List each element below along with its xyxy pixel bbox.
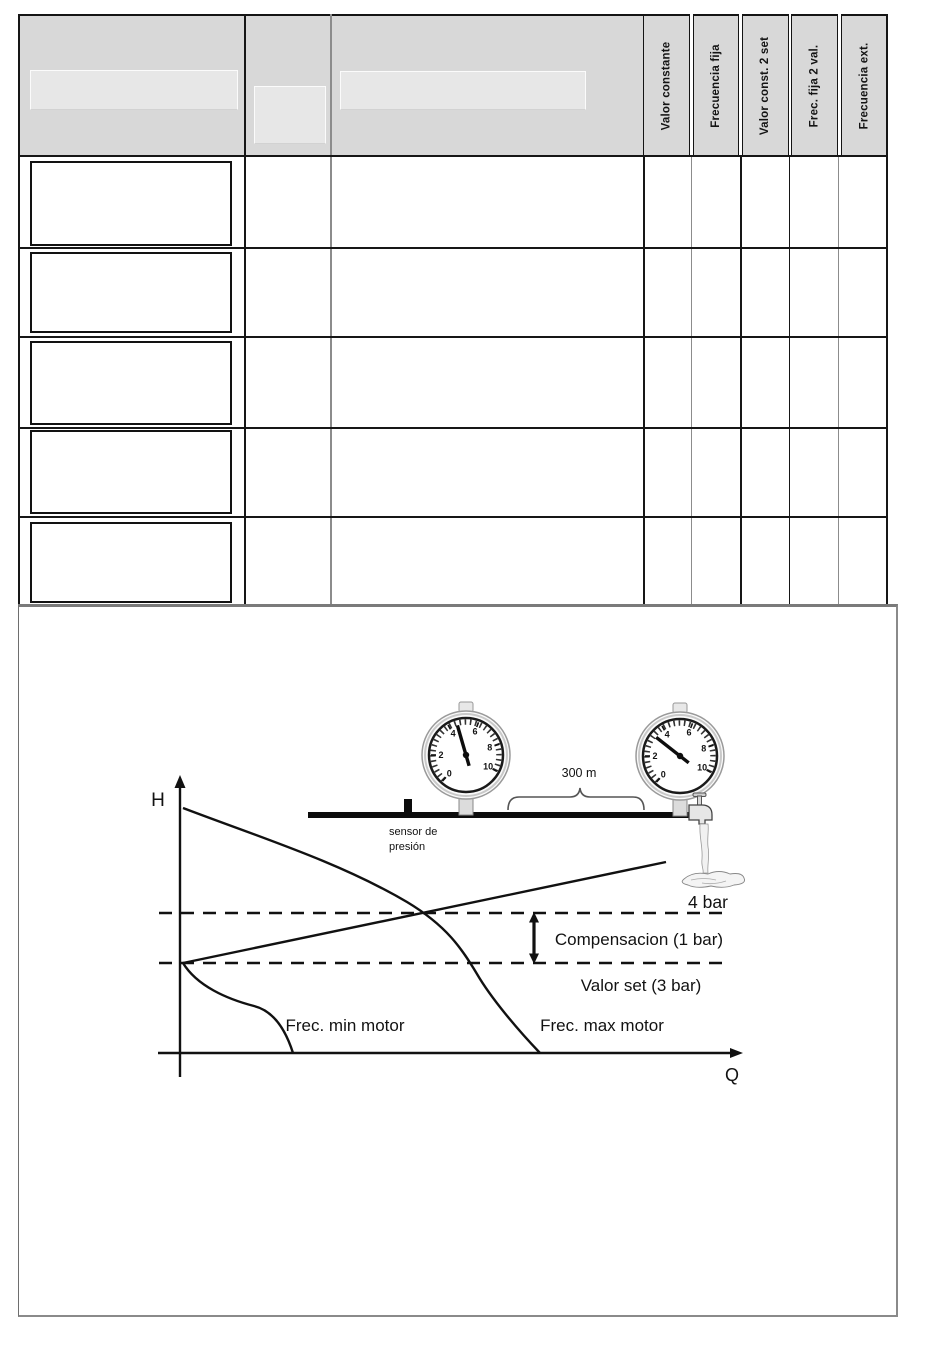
column-header-frec-fija-2-val xyxy=(791,14,838,157)
row-2-item-box xyxy=(30,252,232,333)
pressure-gauge-left-icon xyxy=(422,702,510,815)
row-line-3 xyxy=(18,427,888,429)
dial-number-2: 2 xyxy=(438,750,444,760)
pipe xyxy=(308,812,689,818)
column-header-valor-constante xyxy=(643,14,690,157)
x-axis-label: Q xyxy=(724,1065,740,1085)
sensor-label-line2: presión xyxy=(389,841,426,853)
dial-number-10: 10 xyxy=(483,761,494,772)
column-header-label: Valor const. 2 set xyxy=(759,36,772,136)
table-col5-divider xyxy=(740,157,742,604)
row-1-item-box xyxy=(30,161,232,246)
pressure-gauge-right-icon xyxy=(636,703,724,816)
row-line-2 xyxy=(18,336,888,338)
x-axis-arrow-icon xyxy=(730,1048,743,1058)
sensor-label-line1: sensor de xyxy=(389,826,438,838)
header-ghost-box-col2 xyxy=(254,86,326,144)
table-col3-divider xyxy=(643,157,645,604)
diagram-frame xyxy=(18,604,898,1317)
tap-pressure-label: 4 bar xyxy=(688,892,728,912)
row-line-1 xyxy=(18,247,888,249)
y-axis-arrow-icon xyxy=(175,775,186,788)
column-header-label: Frec. fija 2 val. xyxy=(808,44,821,128)
dial-number-4: 4 xyxy=(450,728,456,739)
column-header-frecuencia-fija xyxy=(693,14,739,157)
pump-curve-diagram xyxy=(19,607,896,1315)
pressure-sensor-marker xyxy=(404,799,412,812)
distance-brace-icon xyxy=(508,788,644,810)
header-ghost-box-col3 xyxy=(340,71,586,110)
dial-number-8: 8 xyxy=(487,742,493,753)
row-4-item-box xyxy=(30,430,232,514)
table-col6-divider xyxy=(789,157,790,604)
compensation-label: Compensacion (1 bar) xyxy=(554,930,724,949)
header-ghost-box-col1 xyxy=(30,70,238,110)
row-5-item-box xyxy=(30,522,232,603)
row-3-item-box xyxy=(30,341,232,425)
header-bottom-line xyxy=(18,155,888,157)
min-frequency-label: Frec. min motor xyxy=(285,1016,405,1035)
column-header-label: Frecuencia ext. xyxy=(858,42,871,130)
double-arrow-icon xyxy=(529,912,539,964)
set-value-label: Valor set (3 bar) xyxy=(580,976,702,995)
max-frequency-label: Frec. max motor xyxy=(540,1016,664,1035)
column-header-label: Frecuencia fija xyxy=(710,44,723,128)
y-axis-label: H xyxy=(151,790,165,811)
distance-label: 300 m xyxy=(561,766,597,780)
table-col7-divider xyxy=(838,157,839,604)
column-header-frecuencia-ext xyxy=(841,14,888,157)
table-col4-divider xyxy=(691,157,692,604)
dial-number-6: 6 xyxy=(472,726,478,737)
row-line-4 xyxy=(18,516,888,518)
min-frequency-curve xyxy=(183,963,293,1053)
column-header-label: Valor constante xyxy=(660,41,673,131)
column-header-valor-const-2-set xyxy=(742,14,789,157)
dial-number-0: 0 xyxy=(446,768,452,779)
water-stream-icon xyxy=(700,824,709,873)
